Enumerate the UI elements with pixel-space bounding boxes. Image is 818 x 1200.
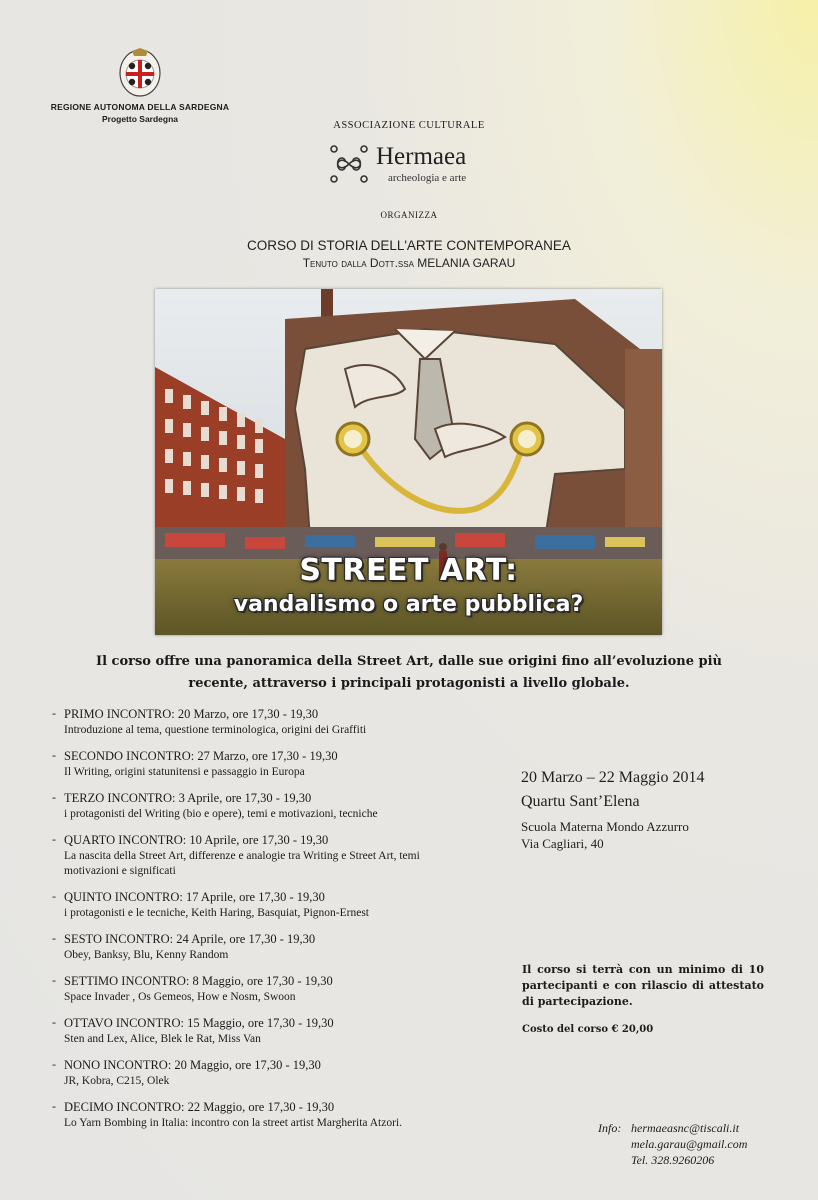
meeting-title: PRIMO INCONTRO: 20 Marzo, ore 17,30 - 19,30 [64, 707, 319, 721]
meeting-title: SESTO INCONTRO: 24 Aprile, ore 17,30 - 19,30 [64, 932, 316, 946]
bullet-dash: - [52, 1057, 56, 1071]
event-address: Via Cagliari, 40 [521, 836, 604, 851]
meeting-title: SETTIMO INCONTRO: 8 Maggio, ore 17,30 - 19,30 [64, 974, 333, 988]
region-subtitle: Progetto Sardegna [101, 114, 179, 124]
event-dates: 20 Marzo – 22 Maggio 2014 [521, 769, 705, 786]
contact-info [598, 1120, 747, 1168]
schedule-item [52, 1057, 432, 1089]
schedule-item [52, 832, 432, 879]
meeting-description: i protagonisti del Writing (bio e opere), temi e motivazioni, tecniche [64, 808, 378, 820]
bullet-dash: - [52, 931, 56, 945]
meeting-description: Sten and Lex, Alice, Blek le Rat, Miss Van [64, 1033, 261, 1045]
contact-email-1[interactable]: hermaeasnc@tiscali.it [631, 1121, 740, 1135]
event-city: Quartu Sant’Elena [521, 793, 640, 810]
course-tutor: Tenuto dalla Dott.ssa MELANIA GARAU [302, 256, 516, 270]
schedule-item [52, 931, 432, 963]
meeting-description: La nascita della Street Art, differenze e analogie tra Writing e Street Art, temi motivazioni e significati [64, 850, 420, 877]
bullet-dash: - [52, 1099, 56, 1113]
bullet-dash: - [52, 706, 56, 720]
meeting-title: QUINTO INCONTRO: 17 Aprile, ore 17,30 - 19,30 [64, 890, 325, 904]
bullet-dash: - [52, 790, 56, 804]
association-tagline: archeologia e arte [388, 172, 467, 184]
schedule-item [52, 748, 432, 780]
event-info [521, 766, 781, 852]
hero-image [155, 289, 662, 635]
course-title: CORSO DI STORIA DELL'ARTE CONTEMPORANEA [247, 238, 571, 253]
hermaea-logo [328, 141, 498, 187]
event-venue: Scuola Materna Mondo Azzurro [521, 819, 689, 834]
meeting-title: DECIMO INCONTRO: 22 Maggio, ore 17,30 - 19,30 [64, 1100, 335, 1114]
meeting-title: SECONDO INCONTRO: 27 Marzo, ore 17,30 - 19,30 [64, 749, 338, 763]
intro-text [50, 651, 768, 695]
bullet-dash: - [52, 889, 56, 903]
ornament-icon [328, 143, 370, 185]
meeting-title: QUARTO INCONTRO: 10 Aprile, ore 17,30 - 19,30 [64, 833, 329, 847]
meeting-description: Il Writing, origini statunitensi e passaggio in Europa [64, 766, 305, 778]
meeting-title: NONO INCONTRO: 20 Maggio, ore 17,30 - 19,30 [64, 1058, 321, 1072]
association-name: Hermaea [376, 143, 467, 170]
region-name: REGIONE AUTONOMA DELLA SARDEGNA [50, 102, 230, 112]
schedule-item [52, 790, 432, 822]
meeting-description: Introduzione al tema, questione terminologica, origini dei Graffiti [64, 724, 367, 736]
intro-line-1: Il corso offre una panoramica della Street Art, dalle sue origini fino all’evoluzione più [96, 654, 722, 669]
course-cost: Costo del corso € 20,00 [522, 1024, 654, 1035]
sardinia-crest-icon [118, 48, 162, 98]
schedule-item [52, 889, 432, 921]
bullet-dash: - [52, 1015, 56, 1029]
meeting-title: OTTAVO INCONTRO: 15 Maggio, ore 17,30 - 19,30 [64, 1016, 334, 1030]
region-logo [40, 48, 240, 124]
meeting-description: Lo Yarn Bombing in Italia: incontro con la street artist Margherita Atzori. [64, 1117, 403, 1129]
bullet-dash: - [52, 748, 56, 762]
meeting-description: Space Invader , Os Gemeos, How e Nosm, Swoon [64, 991, 296, 1003]
contact-label: Info: [598, 1121, 622, 1135]
bullet-dash: - [52, 973, 56, 987]
hero-subtitle: vandalismo o arte pubblica? [233, 592, 584, 617]
meeting-title: TERZO INCONTRO: 3 Aprile, ore 17,30 - 19,30 [64, 791, 312, 805]
organizza-label: ORGANIZZA [380, 210, 438, 220]
participation-notice: Il corso si terrà con un minimo di 10 partecipanti e con rilascio di attestato di partecipazione. [522, 963, 764, 1008]
contact-email-2[interactable]: mela.garau@gmail.com [631, 1137, 748, 1151]
intro-line-2: recente, attraverso i principali protagonisti a livello globale. [188, 676, 630, 691]
hero-title: STREET ART: [299, 553, 518, 588]
schedule-item [52, 973, 432, 1005]
schedule-item [52, 706, 432, 738]
meeting-description: JR, Kobra, C215, Olek [64, 1075, 170, 1087]
meeting-description: Obey, Banksy, Blu, Kenny Random [64, 949, 229, 961]
contact-phone: Tel. 328.9260206 [631, 1153, 715, 1167]
schedule-item [52, 1015, 432, 1047]
association-label: ASSOCIAZIONE CULTURALE [333, 120, 485, 131]
bullet-dash: - [52, 832, 56, 846]
schedule-list [52, 706, 432, 1141]
meeting-description: i protagonisti e le tecniche, Keith Haring, Basquiat, Pignon-Ernest [64, 907, 369, 919]
schedule-item [52, 1099, 432, 1131]
